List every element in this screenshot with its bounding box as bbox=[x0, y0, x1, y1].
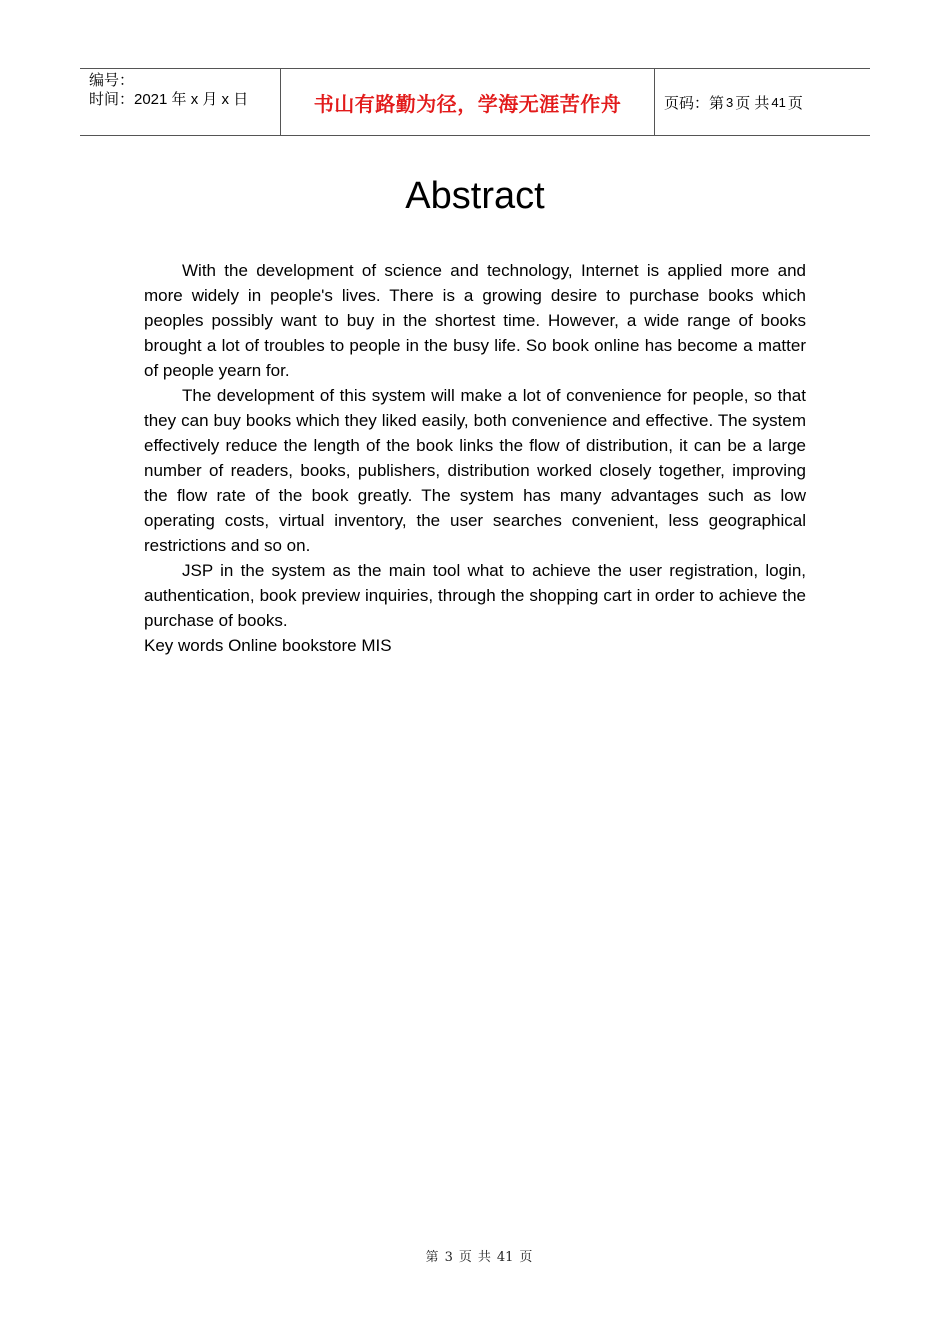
page-footer bbox=[0, 1246, 950, 1265]
header-motto-cell bbox=[281, 69, 655, 135]
document-title: Abstract bbox=[405, 175, 545, 217]
keywords-line: Key words Online bookstore MIS bbox=[144, 636, 392, 655]
footer-di: 第 bbox=[425, 1250, 439, 1265]
header-page-current: 3 bbox=[726, 94, 734, 110]
header-page-prefix: 页码：第 bbox=[664, 94, 725, 112]
footer-gong: 共 bbox=[477, 1250, 491, 1265]
header-page-suffix: 页 bbox=[787, 94, 803, 112]
header-page-cell bbox=[655, 69, 870, 135]
abstract-paragraph: With the development of science and technology, Internet is applied more and more widely in people's lives. There is a growing desire to purchase books which peoples possibly want to buy in the shortest time. However, a wide range of books brought a lot of troubles to people in the busy life. So book online has become a matter of people yearn for. bbox=[144, 261, 806, 380]
footer-page-current: 3 bbox=[444, 1250, 453, 1265]
document-date-label: 时间：2021 年 x 月 x 日 bbox=[89, 91, 249, 108]
header-page-total: 41 bbox=[771, 94, 786, 110]
abstract-paragraph: The development of this system will make a lot of convenience for people, so that they can buy books which they liked easily, both convenience and effective. The system effectively reduce the length of the book links the flow of distribution, it can be a large number of readers, books, publishers, distribution worked closely together, improving the flow rate of the book greatly. The system has many advantages such as low operating costs, virtual inventory, the user searches convenient, less geographical restrictions and so on. bbox=[144, 386, 806, 555]
header-motto: 书山有路勤为径，学海无涯苦作舟 bbox=[313, 91, 622, 116]
document-number-label: 编号： bbox=[89, 72, 135, 89]
footer-ye: 页 bbox=[458, 1250, 472, 1265]
abstract-paragraph: JSP in the system as the main tool what to achieve the user registration, login, authentication, book preview inquiries, through the shopping cart in order to achieve the purchase of books. bbox=[144, 561, 806, 630]
page-header bbox=[80, 68, 870, 136]
header-meta-cell bbox=[80, 69, 281, 135]
footer-ye-end: 页 bbox=[519, 1250, 533, 1265]
abstract-body bbox=[144, 258, 806, 658]
header-page-mid: 页 共 bbox=[735, 94, 770, 112]
footer-page-total: 41 bbox=[496, 1250, 514, 1265]
